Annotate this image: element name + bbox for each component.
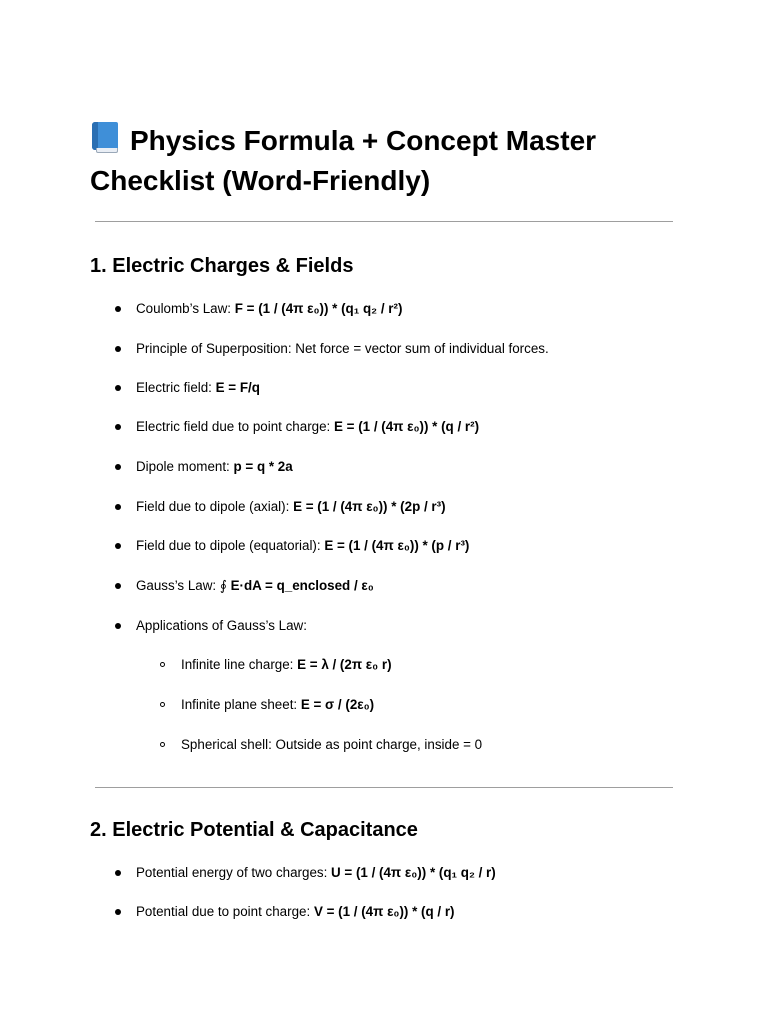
sub-list-item: Spherical shell: Outside as point charge, inside = 0	[181, 736, 482, 754]
list-item: Field due to dipole (axial): E = (1 / (4π ε₀)) * (2p / r³)	[136, 498, 446, 516]
list-item: Field due to dipole (equatorial): E = (1 / (4π ε₀)) * (p / r³)	[136, 537, 469, 555]
sub-list-item: Infinite line charge: E = λ / (2π ε₀ r)	[181, 656, 392, 674]
list-item: Coulomb’s Law: F = (1 / (4π ε₀)) * (q₁ q₂ / r²)	[136, 300, 402, 318]
section-heading-electric-potential: 2. Electric Potential & Capacitance	[90, 819, 418, 841]
list-item: Principle of Superposition: Net force = vector sum of individual forces.	[136, 340, 549, 358]
bullet	[115, 543, 121, 549]
bullet	[115, 870, 121, 876]
bullet	[115, 504, 121, 510]
bullet	[115, 623, 121, 629]
bullet	[115, 346, 121, 352]
list-item: Electric field due to point charge: E = (1 / (4π ε₀)) * (q / r²)	[136, 418, 479, 436]
list-item: Gauss’s Law: ∮ E·dA = q_enclosed / ε₀	[136, 577, 374, 595]
bullet	[115, 385, 121, 391]
horizontal-rule	[95, 221, 673, 222]
circle-bullet	[160, 662, 165, 667]
book-icon	[90, 122, 120, 154]
document-title-text: Physics Formula + Concept Master Checklist (Word-Friendly)	[90, 125, 597, 196]
list-item: Electric field: E = F/q	[136, 379, 260, 397]
bullet	[115, 306, 121, 312]
list-item: Dipole moment: p = q * 2a	[136, 458, 293, 476]
horizontal-rule	[95, 787, 673, 788]
circle-bullet	[160, 742, 165, 747]
circle-bullet	[160, 702, 165, 707]
section-heading-electric-charges: 1. Electric Charges & Fields	[90, 255, 354, 277]
bullet	[115, 909, 121, 915]
list-item: Applications of Gauss’s Law:	[136, 617, 307, 635]
bullet	[115, 583, 121, 589]
list-item: Potential energy of two charges: U = (1 / (4π ε₀)) * (q₁ q₂ / r)	[136, 864, 496, 882]
bullet	[115, 424, 121, 430]
list-item: Potential due to point charge: V = (1 / (4π ε₀)) * (q / r)	[136, 903, 455, 921]
document-title	[90, 121, 690, 201]
bullet	[115, 464, 121, 470]
sub-list-item: Infinite plane sheet: E = σ / (2ε₀)	[181, 696, 374, 714]
